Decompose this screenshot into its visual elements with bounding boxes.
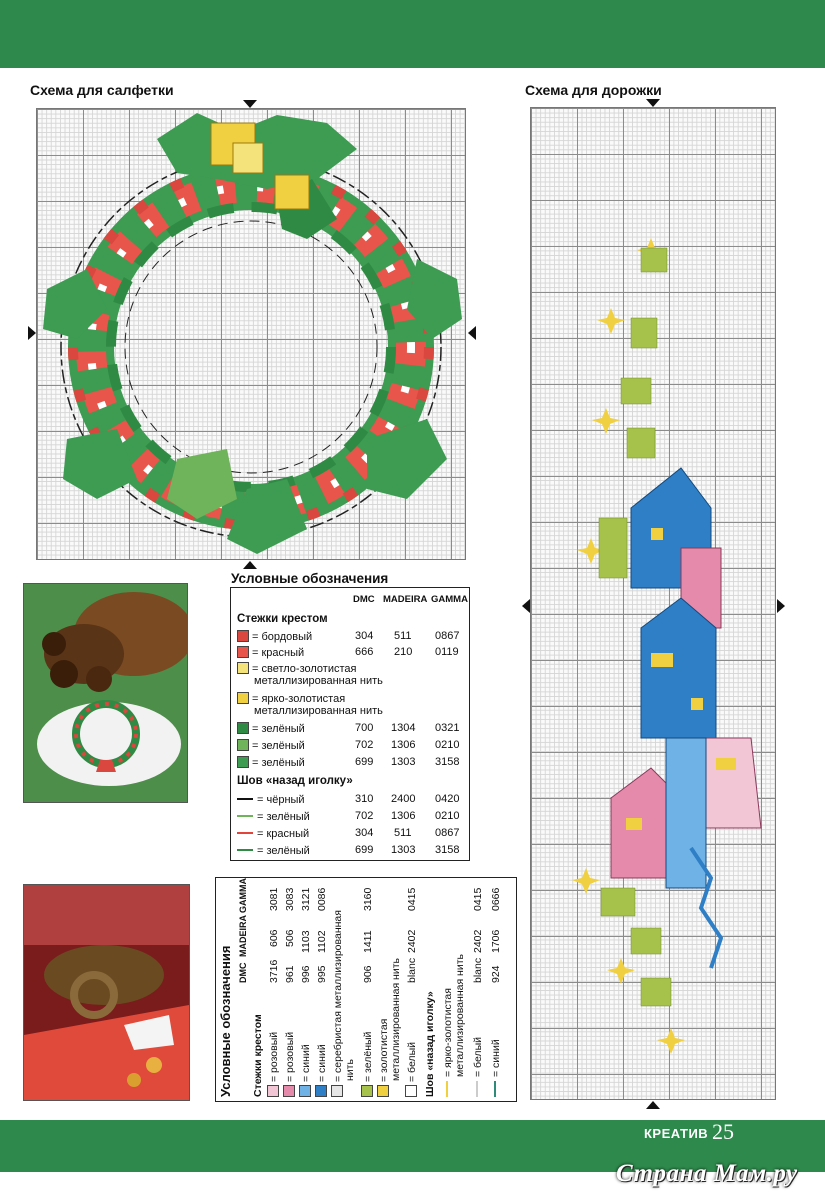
- legend1-cross-item: = зелёный: [237, 722, 305, 736]
- legend1-back-item: = чёрный: [237, 793, 305, 807]
- legend2-title: Условные обозначения: [218, 945, 233, 1097]
- napkin-chart-title: Схема для салфетки: [30, 82, 174, 98]
- swatch-icon: [237, 722, 249, 734]
- napkin-photo: [23, 583, 188, 803]
- site-watermark: Страна Мам.ру: [616, 1160, 798, 1187]
- top-green-band: [0, 0, 825, 68]
- legend1-cross-item: = ярко-золотистая: [237, 692, 345, 706]
- legend1-cross-item: = зелёный: [237, 756, 305, 770]
- swatch-icon: [237, 756, 249, 768]
- runner-marker-bottom: [646, 1101, 660, 1109]
- center-marker-right: [468, 326, 476, 340]
- legend1-cross-heading: Стежки крестом: [237, 613, 328, 625]
- legend2-cross-item: = золотистая: [378, 1019, 390, 1097]
- legend1-cross-item-line2: металлизированная нить: [254, 675, 383, 687]
- swatch-icon: [283, 1085, 295, 1097]
- swatch-icon: [361, 1085, 373, 1097]
- legend2-col-gamma: GAMMA: [238, 878, 248, 913]
- runner-photo-image: [24, 885, 189, 1100]
- line-swatch-icon: [476, 1081, 478, 1097]
- napkin-photo-image: [24, 584, 187, 802]
- legend2-cross-heading: Стежки крестом: [252, 1014, 264, 1097]
- swatch-icon: [237, 630, 249, 642]
- runner-marker-top: [646, 99, 660, 107]
- runner-chart-grid: [530, 107, 776, 1100]
- legend1-cross-item: = светло-золотистая: [237, 662, 356, 676]
- legend2-cross-item: = синий: [316, 1044, 328, 1097]
- legend1-cross-item: = зелёный: [237, 739, 305, 753]
- legend2-table: [215, 877, 517, 1102]
- swatch-icon: [237, 692, 249, 704]
- center-marker-bottom: [243, 561, 257, 569]
- line-swatch-icon: [237, 832, 253, 834]
- legend1-back-heading: Шов «назад иголку»: [237, 775, 353, 787]
- line-swatch-icon: [446, 1081, 448, 1097]
- legend2-cross-item: = серебристая металлизированная: [332, 910, 344, 1097]
- runner-marker-right: [777, 599, 785, 613]
- center-marker-top: [243, 100, 257, 108]
- runner-photo: [23, 884, 190, 1101]
- legend1-back-item: = зелёный: [237, 844, 310, 858]
- napkin-chart-grid: [36, 108, 466, 560]
- legend1-cross-item: = красный: [237, 646, 304, 660]
- legend1-cross-item-line2: металлизированная нить: [254, 705, 383, 717]
- legend1-title: Условные обозначения: [231, 571, 389, 586]
- legend2-rotated-content: Условные обозначения DMC MADEIRA GAMMA Стежки крестом = розовый 3716 606 3081 = розовый 961 506 3083 = синий 996 1103 3121 = синий 995 1102 0086 = серебристая металлизированная нить = зелёный 906 1411 3160 = золотистая металлизированная нить = белый blanc 2402 0415 Шов «назад иголку» = ярко-золотистая металлизированная нить = белый blanc 2402 0415 = синий 924 1706 0666: [218, 878, 502, 1097]
- legend2-cross-item: = зелёный: [362, 1032, 374, 1097]
- legend1-col-madeira: MADEIRA: [383, 594, 428, 605]
- legend1-col-gamma: GAMMA: [431, 594, 468, 605]
- legend2-back-item: = синий: [490, 1039, 502, 1097]
- center-marker-left: [28, 326, 36, 340]
- legend2-col-madeira: MADEIRA: [238, 915, 248, 957]
- legend2-cross-item-line2: металлизированная нить: [390, 957, 402, 1081]
- legend2-cross-item: = белый: [406, 1042, 418, 1097]
- legend2-col-dmc: DMC: [238, 962, 248, 983]
- magazine-brand: КРЕАТИВ: [644, 1126, 709, 1141]
- legend2-cross-item: = синий: [300, 1044, 312, 1097]
- legend2-back-item: = белый: [472, 1037, 484, 1097]
- legend1-col-dmc: DMC: [353, 594, 375, 605]
- legend2-cross-item-line2: нить: [344, 1059, 356, 1081]
- line-swatch-icon: [494, 1081, 496, 1097]
- line-swatch-icon: [237, 815, 253, 817]
- legend1-table: DMC MADEIRA GAMMA Стежки крестом = бордовый 304 511 0867 = красный 666 210 0119 = светло-золотистая металлизированная нить = ярко-золотистая металлизированная нить = зелёный 700 1304 0321 = зелёный 702 1306 0210 = зелёный 699 1303 3158 Шов «назад иголку» = чёрный 310 2400 0420 = зелёный 702 1306 0210 = красный 304 511 0867 = зелёный 699 1303 3158: [230, 587, 470, 861]
- legend2-back-heading: Шов «назад иголку»: [424, 991, 436, 1097]
- legend1-back-item: = зелёный: [237, 810, 310, 824]
- wreath-pattern: [37, 109, 465, 559]
- swatch-icon: [267, 1085, 279, 1097]
- swatch-icon: [331, 1085, 343, 1097]
- line-swatch-icon: [237, 798, 253, 800]
- legend1-cross-item: = бордовый: [237, 630, 312, 644]
- legend2-cross-item: = розовый: [284, 1032, 296, 1097]
- swatch-icon: [237, 662, 249, 674]
- swatch-icon: [377, 1085, 389, 1097]
- line-swatch-icon: [237, 849, 253, 851]
- swatch-icon: [315, 1085, 327, 1097]
- houses-pattern: [531, 108, 775, 1099]
- legend1-back-item: = красный: [237, 827, 309, 841]
- swatch-icon: [299, 1085, 311, 1097]
- swatch-icon: [237, 739, 249, 751]
- legend2-back-item-line2: металлизированная нить: [454, 953, 466, 1077]
- runner-chart-title: Схема для дорожки: [525, 82, 662, 98]
- swatch-icon: [237, 646, 249, 658]
- page-number: 25: [712, 1119, 734, 1144]
- swatch-icon: [405, 1085, 417, 1097]
- legend2-back-item: = ярко-золотистая: [442, 988, 454, 1097]
- runner-marker-left: [522, 599, 530, 613]
- legend2-cross-item: = розовый: [268, 1032, 280, 1097]
